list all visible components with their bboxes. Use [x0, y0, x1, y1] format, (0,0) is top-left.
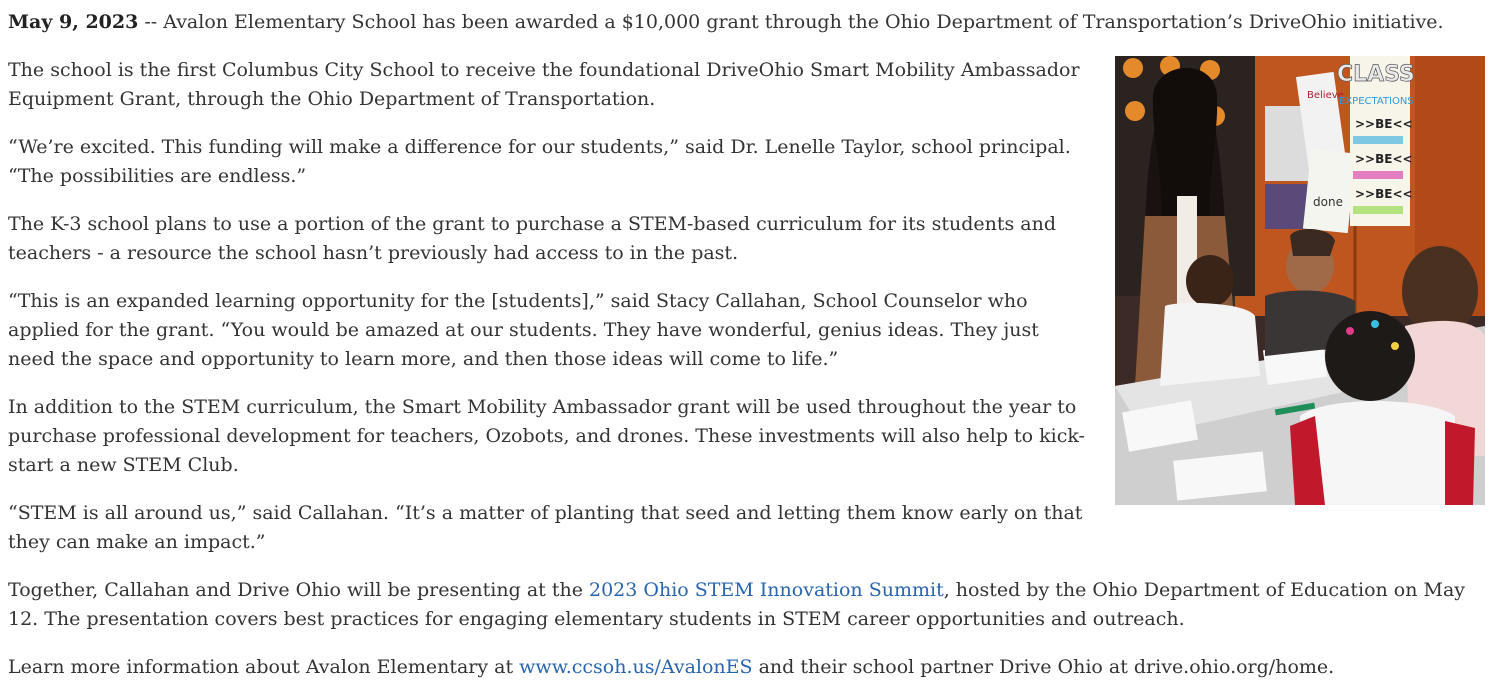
paragraph-1: The school is the first Columbus City School to receive the foundational DriveOhio Smart Mobility Ambassador Equipment Grant, through the Ohio Department of Transportation. — [8, 59, 1080, 110]
classroom-photo — [1115, 56, 1485, 505]
paragraph-7 — [8, 576, 1488, 634]
lead-text: -- Avalon Elementary School has been awarded a $10,000 grant through the Ohio Department of Transportation’s DriveOhio initiative. — [138, 11, 1444, 33]
lead-paragraph — [8, 8, 1488, 37]
paragraph-7-text-after: , hosted by the Ohio Department of Education on May 12. The presentation covers best practices for engaging elementary students in STEM career opportunities and outreach. — [8, 579, 1466, 630]
paragraph-3: The K-3 school plans to use a portion of the grant to purchase a STEM-based curriculum for its students and teachers - a resource the school hasn’t previously had access to in the past. — [8, 213, 1056, 264]
lead-date: May 9, 2023 — [8, 11, 139, 33]
paragraph-8-text-before: Learn more information about Avalon Elementary at — [8, 656, 520, 678]
sign-row-2: >>BE<< — [1355, 152, 1413, 166]
paragraph-2: “We’re excited. This funding will make a difference for our students,” said Dr. Lenelle Taylor, school principal. “The possibilities are endless.” — [8, 136, 1071, 187]
paragraph-7-text-before: Together, Callahan and Drive Ohio will be presenting at the — [8, 579, 589, 601]
poster-believe-text: Believe — [1307, 90, 1344, 101]
stem-summit-link[interactable]: 2023 Ohio STEM Innovation Summit — [588, 579, 944, 601]
classroom-photo-illustration — [1115, 56, 1485, 505]
sign-row-3: >>BE<< — [1355, 187, 1413, 201]
sign-title: CLASS — [1337, 62, 1415, 87]
avalon-website-link[interactable]: www.ccsoh.us/AvalonES — [519, 656, 753, 678]
sign-subtitle: EXPECTATIONS — [1339, 96, 1414, 107]
sign-row-1: >>BE<< — [1355, 117, 1413, 131]
paragraph-5: In addition to the STEM curriculum, the Smart Mobility Ambassador grant will be used throughout the year to purchase professional development for teachers, Ozobots, and drones. These investments will also help to kick-start a new STEM Club. — [8, 396, 1085, 476]
paragraph-6: “STEM is all around us,” said Callahan. “It’s a matter of planting that seed and letting them know early on that they can make an impact.” — [8, 502, 1083, 553]
paragraph-8-text-after: and their school partner Drive Ohio at drive.ohio.org/home. — [752, 656, 1335, 678]
paragraph-4: “This is an expanded learning opportunity for the [students],” said Stacy Callahan, School Counselor who applied for the grant. “You would be amazed at our students. They have wonderful, genius ideas. They just need the space and opportunity to learn more, and then those ideas will come to life.” — [8, 290, 1039, 370]
poster-done-text: done — [1313, 195, 1343, 209]
paragraph-8 — [8, 653, 1488, 682]
